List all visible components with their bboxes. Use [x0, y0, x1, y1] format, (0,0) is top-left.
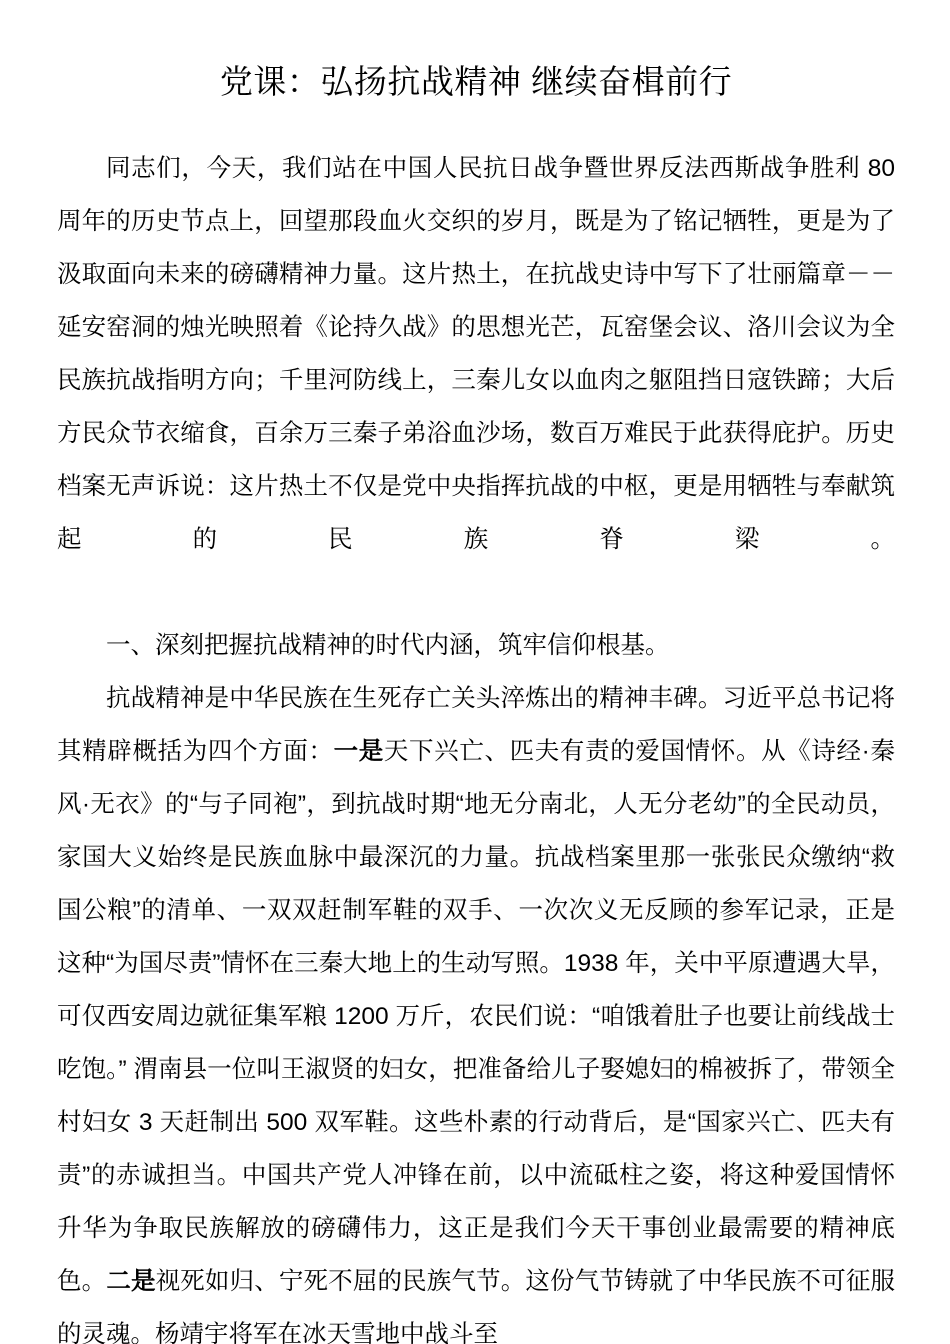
text-run: 一、深刻把握抗战精神的时代内涵，筑牢信仰根基。: [106, 632, 670, 659]
text-run-bold: 二是: [106, 1268, 156, 1295]
text-run-bold: 一是: [333, 738, 384, 765]
text-run: 抗战精神是中华民族在生死存亡关头淬炼出的精神丰碑。习近平总书记将其精辟概括为四个方面：: [57, 685, 895, 765]
section-heading-one: [57, 619, 895, 672]
text-run: 天下兴亡、匹夫有责的爱国情怀。从《诗经·秦风·无衣》的“与子同袍”，到抗战时期“地无分南北，人无分老幼”的全民动员，家国大义始终是民族血脉中最深沉的力量。抗战档案里那一张张民众缴纳“救国公粮”的清单、一双双赶制军鞋的双手、一次次义无反顾的参军记录，正是这种“为国尽责”情怀在三秦大地上的生动写照。1938 年，关中平原遭遇大旱，可仅西安周边就征集军粮 1200 万斤，农民们说：“咱饿着肚子也要让前线战士吃饱。” 渭南县一位叫王淑贤的妇女，把准备给儿子娶媳妇的棉被拆了，带领全村妇女 3 天赶制出 500 双军鞋。这些朴素的行动背后，是“国家兴亡、匹夫有责”的赤诚担当。中国共产党人冲锋在前，以中流砥柱之姿，将这种爱国情怀升华为争取民族解放的磅礴伟力，这正是我们今天干事创业最需要的精神底色。: [57, 738, 895, 1295]
text-run: 同志们，今天，我们站在中国人民抗日战争暨世界反法西斯战争胜利 80 周年的历史节点上，回望那段血火交织的岁月，既是为了铭记牺牲，更是为了汲取面向未来的磅礴精神力量。这片热土，在抗战史诗中写下了壮丽篇章－－延安窑洞的烛光映照着《论持久战》的思想光芒，瓦窑堡会议、洛川会议为全民族抗战指明方向；千里河防线上，三秦儿女以血肉之躯阻挡日寇铁蹄；大后方民众节衣缩食，百余万三秦子弟浴血沙场，数百万难民于此获得庇护。历史档案无声诉说：这片热土不仅是党中央指挥抗战的中枢，更是用牺牲与奉献筑起的民族脊梁。: [57, 155, 895, 553]
page-title: 党课：弘扬抗战精神 继续奋楫前行: [219, 63, 733, 100]
text-run: 视死如归、宁死不屈的民族气节。这份气节铸就了中华民族不可征服的灵魂。杨靖宇将军在冰天雪地中战斗至: [57, 1268, 896, 1344]
paragraph-section-one-body: [57, 672, 895, 1344]
paragraph-intro: [57, 142, 895, 619]
document-body: [57, 104, 895, 1344]
